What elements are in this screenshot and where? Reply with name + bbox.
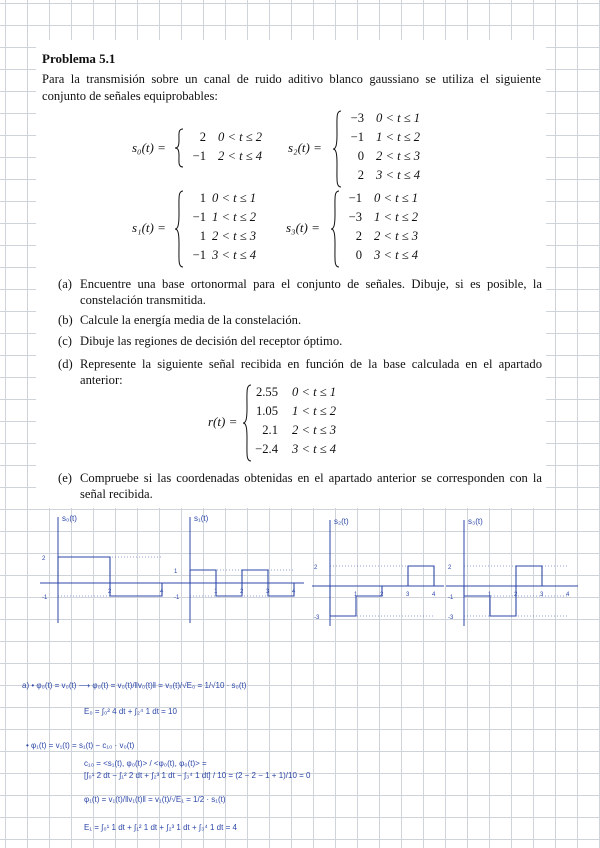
plot-1-y-label: 1 xyxy=(174,569,178,575)
plot-1-t-label: 1 xyxy=(214,589,218,595)
signal-s1-cond-4: 3 < t ≤ 4 xyxy=(212,248,257,262)
item-e-label: (e) xyxy=(58,471,72,485)
item-b xyxy=(58,312,542,328)
plot-2-title: s₂(t) xyxy=(334,517,349,526)
item-d-label: (d) xyxy=(58,357,73,371)
signal-s2-cond-3: 2 < t ≤ 3 xyxy=(376,149,421,163)
received-value-2: 1.05 xyxy=(255,404,278,418)
signal-sketches xyxy=(0,508,600,673)
plot-3-y-label: 2 xyxy=(448,565,452,571)
handwritten-notes xyxy=(0,670,600,848)
item-c-text: Dibuje las regiones de decisión del receptor óptimo. xyxy=(80,334,343,348)
received-signal-name: r(t) = xyxy=(208,414,238,429)
received-cond-2: 1 < t ≤ 2 xyxy=(292,404,337,418)
item-c xyxy=(58,333,542,349)
plot-2-t-label: 3 xyxy=(406,592,410,598)
signal-s2-value-4: 2 xyxy=(357,168,364,182)
signal-s0 xyxy=(132,128,282,168)
note-line-3: • φ₁(t) = v₁(t) = s₁(t) − c₁₀ · v₀(t) xyxy=(26,741,135,750)
item-e-text: Compruebe si las coordenadas obtenidas en el apartado anterior se corresponden con la señal recibida. xyxy=(80,471,542,501)
received-value-1: 2.55 xyxy=(255,385,278,399)
signal-s2-name: s₂(t) = xyxy=(288,140,322,155)
signal-s3-cond-4: 3 < t ≤ 4 xyxy=(374,248,419,262)
plot-1-t-label: 2 xyxy=(240,589,244,595)
received-cond-4: 3 < t ≤ 4 xyxy=(292,442,337,456)
received-cond-3: 2 < t ≤ 3 xyxy=(292,423,337,437)
signal-s2-cond-4: 3 < t ≤ 4 xyxy=(376,168,421,182)
plot-0-y-label: 2 xyxy=(42,556,46,562)
signal-s0-value-2: −1 xyxy=(192,149,206,163)
signal-s1-value-1: 1 xyxy=(199,191,206,205)
signal-s1-cond-2: 1 < t ≤ 2 xyxy=(212,210,257,224)
signal-s2-value-2: −1 xyxy=(350,130,364,144)
item-c-label: (c) xyxy=(58,334,72,348)
item-b-text: Calcule la energía media de la constelación. xyxy=(80,313,302,327)
signal-s1-name: s₁(t) = xyxy=(132,220,166,235)
plot-2-t-label: 4 xyxy=(432,592,436,598)
signal-s3-value-2: −3 xyxy=(348,210,362,224)
signal-s3-value-3: 2 xyxy=(355,229,362,243)
signal-s1-cond-3: 2 < t ≤ 3 xyxy=(212,229,257,243)
plot-1-y-label: -1 xyxy=(174,595,180,601)
signal-s1-value-4: −1 xyxy=(192,248,206,262)
plot-3-t-label: 4 xyxy=(566,592,570,598)
plot-2-t-label: 1 xyxy=(354,592,358,598)
plot-3-t-label: 1 xyxy=(488,592,492,598)
received-cond-1: 0 < t ≤ 1 xyxy=(292,385,337,399)
item-a-label: (a) xyxy=(58,277,72,291)
item-e xyxy=(58,470,542,502)
signal-s2-value-1: −3 xyxy=(350,111,364,125)
received-value-4: −2.4 xyxy=(255,442,278,456)
received-signal xyxy=(208,384,388,462)
signal-s0-name: s₀(t) = xyxy=(132,140,166,155)
item-d-text: Represente la siguiente señal recibida en función de la base calculada en el apartado anterior: xyxy=(80,357,542,387)
plot-2-t-label: 2 xyxy=(380,592,384,598)
plot-1-title: s₁(t) xyxy=(194,514,209,523)
note-line-2: E₀ = ∫₀² 4 dt + ∫₂⁴ 1 dt = 10 xyxy=(84,707,177,716)
signal-s0-cond-2: 2 < t ≤ 4 xyxy=(218,149,263,163)
item-a xyxy=(58,276,542,308)
signal-s3-name: s₃(t) = xyxy=(286,220,320,235)
note-line-5: φ₁(t) = v₁(t)/‖v₁(t)‖ = v₁(t)/√E₁ = 1/2 · s₁(t) xyxy=(84,795,226,804)
plot-1-t-label: 4 xyxy=(292,589,296,595)
problem-intro: Para la transmisión sobre un canal de ruido aditivo blanco gaussiano se utiliza el siguiente conjunto de señales equiprobables: xyxy=(42,72,541,103)
signal-s0-value-1: 2 xyxy=(199,130,206,144)
signal-s1-value-2: −1 xyxy=(192,210,206,224)
plot-3-y-label: -3 xyxy=(448,615,454,621)
signal-s3-cond-2: 1 < t ≤ 2 xyxy=(374,210,419,224)
plot-2-signal xyxy=(330,566,434,616)
plot-0-y-label: -1 xyxy=(42,595,48,601)
signal-s3-value-4: 0 xyxy=(355,248,362,262)
plot-2-y-label: 2 xyxy=(314,565,318,571)
note-line-1: a) • φ₀(t) = v₀(t) ⟶ φ₀(t) = v₀(t)/‖v₀(t)‖ = v₀(t)/√E₀ = 1/√10 · s₀(t) xyxy=(22,681,247,690)
signal-s1-cond-1: 0 < t ≤ 1 xyxy=(212,191,257,205)
signal-s1 xyxy=(132,190,292,268)
problem-title: Problema 5.1 xyxy=(42,51,116,66)
problem-sheet xyxy=(36,40,546,508)
item-a-text: Encuentre una base ortonormal para el conjunto de señales. Dibuje, si es posible, la constelación transmitida. xyxy=(80,277,542,307)
plot-1-t-label: 3 xyxy=(266,589,270,595)
item-b-label: (b) xyxy=(58,313,73,327)
signal-s1-value-3: 1 xyxy=(199,229,206,243)
plot-3-t-label: 3 xyxy=(540,592,544,598)
plot-0-title: s₀(t) xyxy=(62,514,77,523)
signal-s3-cond-3: 2 < t ≤ 3 xyxy=(374,229,419,243)
signal-s3-cond-1: 0 < t ≤ 1 xyxy=(374,191,419,205)
signal-s2-cond-2: 1 < t ≤ 2 xyxy=(376,130,421,144)
received-value-3: 2.1 xyxy=(262,423,278,437)
note-line-4b: [∫₀¹ 2 dt − ∫₁² 2 dt + ∫₂³ 1 dt − ∫₃⁴ 1 dt] / 10 = (2 − 2 − 1 + 1)/10 = 0 xyxy=(84,771,311,780)
plot-3-signal xyxy=(464,566,568,616)
plot-3-y-label: -1 xyxy=(448,595,454,601)
plot-2-y-label: -3 xyxy=(314,615,320,621)
signal-s2-cond-1: 0 < t ≤ 1 xyxy=(376,111,421,125)
note-line-6: E₁ = ∫₀¹ 1 dt + ∫₁² 1 dt + ∫₂³ 1 dt + ∫₃⁴ 1 dt = 4 xyxy=(84,823,237,832)
signal-s0-cond-1: 0 < t ≤ 2 xyxy=(218,130,263,144)
plot-3-title: s₃(t) xyxy=(468,517,483,526)
signal-s2-value-3: 0 xyxy=(357,149,364,163)
note-line-4a: c₁₀ = <s₁(t), φ₀(t)> / <φ₀(t), φ₀(t)> = xyxy=(84,759,207,768)
signal-s3 xyxy=(286,190,466,268)
signal-s3-value-1: −1 xyxy=(348,191,362,205)
plot-0-t-label: 4 xyxy=(160,589,164,595)
plot-3-t-label: 2 xyxy=(514,592,518,598)
plot-0-t-label: 2 xyxy=(108,589,112,595)
signal-s2 xyxy=(288,110,468,188)
